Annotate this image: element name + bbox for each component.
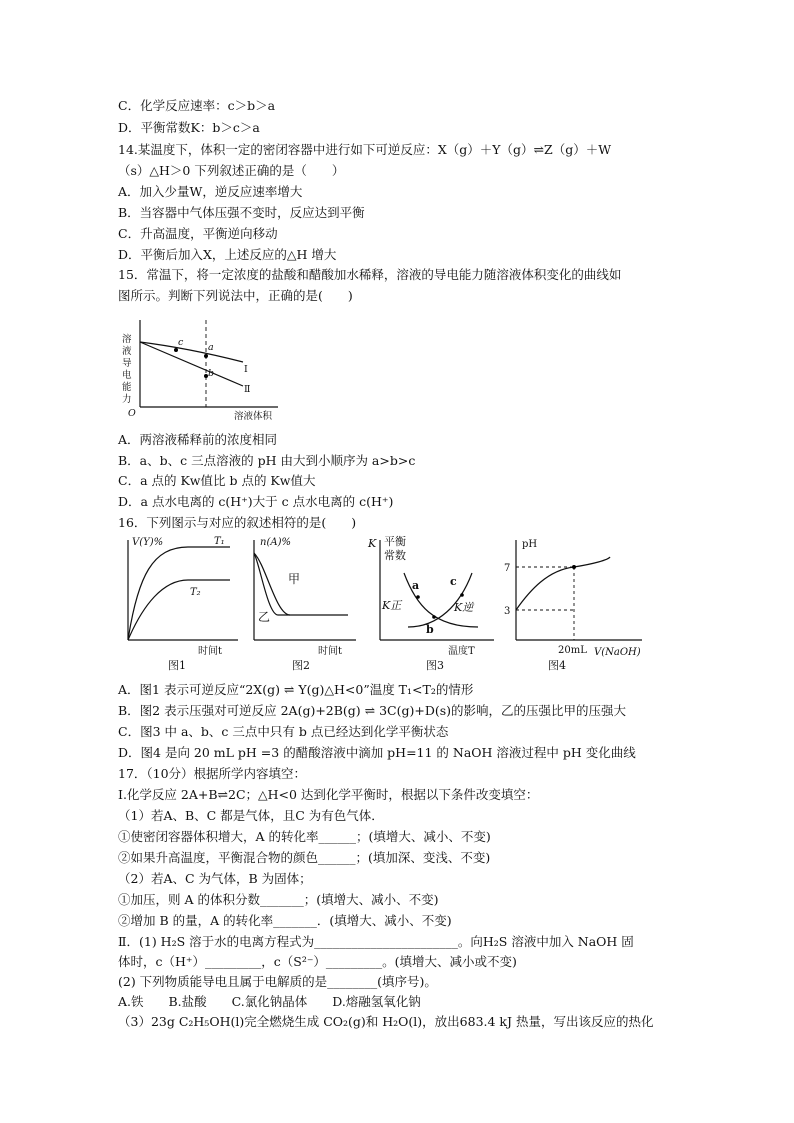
q15-point-b-label: b xyxy=(208,368,215,379)
g3-caption: 图3 xyxy=(426,659,444,672)
line-23: ①使密闭容器体积增大，A 的转化率______；(填增大、减小、不变) xyxy=(118,829,491,844)
line-21: Ⅰ.化学反应 2A+B⇌2C；△H<0 达到化学平衡时，根据以下条件改变填空： xyxy=(118,787,539,802)
line-30: (2) 下列物质能导电且属于电解质的是________(填序号)。 xyxy=(118,974,437,989)
line-7: C．升高温度，平衡逆向移动 xyxy=(118,226,278,241)
g3-xlabel: 温度T xyxy=(448,646,475,657)
g1-ylabel: V(Y)% xyxy=(132,537,164,548)
line-12: B．a、b、c 三点溶液的 pH 由大到小顺序为 a>b>c xyxy=(118,453,416,468)
line-3: 14.某温度下，体积一定的密闭容器中进行如下可逆反应：X（g）＋Y（g）⇌Z（g）＋W xyxy=(118,142,612,157)
g2-yi-label: 乙 xyxy=(258,610,271,624)
line-32: （3）23g C₂H₅OH(l)完全燃烧生成 CO₂(g)和 H₂O(l)，放出683.4 kJ 热量，写出该反应的热化 xyxy=(118,1014,654,1029)
g3-a-label: a xyxy=(412,579,420,592)
g4-equivalence-point xyxy=(572,565,576,569)
g4-y3-label: 3 xyxy=(504,606,511,617)
g2-caption: 图2 xyxy=(292,659,310,672)
line-20: 17．（10分）根据所学内容填空： xyxy=(118,766,307,781)
line-22: （1）若A、B、C 都是气体，且C 为有色气体． xyxy=(118,808,384,823)
q15-curve-1-label: Ⅰ xyxy=(244,364,248,375)
g2-jia-label: 甲 xyxy=(288,572,301,586)
figure-q16-graph-3 xyxy=(368,535,498,675)
g4-caption: 图4 xyxy=(548,659,566,672)
g3-c-label: c xyxy=(450,575,457,588)
line-9: 15．常温下，将一定浓度的盐酸和醋酸加水稀释，溶液的导电能力随溶液体积变化的曲线如 xyxy=(118,267,622,282)
line-5: A．加入少量W，逆反应速率增大 xyxy=(118,184,303,199)
line-27: ②增加 B 的量，A 的转化率_______．(填增大、减小、不变) xyxy=(118,913,452,928)
line-29: 体时，c（H⁺）_________，c（S²⁻）_________。(填增大、减小或不变) xyxy=(118,954,517,969)
g3-kn-label: K逆 xyxy=(454,601,474,614)
line-2: D．平衡常数K：b＞c＞a xyxy=(118,120,260,135)
q15-ylabel-5: 能 xyxy=(122,382,132,393)
line-17: B．图2 表示压强对可逆反应 2A(g)+2B(g) ⇌ 3C(g)+D(s)的影响，乙的压强比甲的压强大 xyxy=(118,703,627,718)
figure-q16-graph-1 xyxy=(118,535,243,675)
line-8: D．平衡后加入X，上述反应的△H 增大 xyxy=(118,247,337,262)
q15-point-c xyxy=(174,348,178,352)
g4-xtick-label: 20mL xyxy=(558,645,587,656)
line-18: C．图3 中 a、b、c 三点中只有 b 点已经达到化学平衡状态 xyxy=(118,724,449,739)
g3-kz-label: K正 xyxy=(382,599,402,612)
g3-b-label: b xyxy=(426,623,434,636)
line-19: D．图4 是向 20 mL pH =3 的醋酸溶液中滴加 pH=11 的 NaOH 溶液过程中 pH 变化曲线 xyxy=(118,745,636,760)
q15-origin: O xyxy=(128,408,136,419)
g2-xlabel: 时间t xyxy=(318,646,343,657)
g1-t1-label: T₁ xyxy=(214,536,225,547)
line-24: ②如果升高温度，平衡混合物的颜色______；(填加深、变浅、不变) xyxy=(118,850,491,865)
line-1: C．化学反应速率：c＞b＞a xyxy=(118,98,276,113)
q15-ylabel-2: 液 xyxy=(122,346,132,357)
q15-curve-2-label: Ⅱ xyxy=(244,384,251,395)
line-16: A．图1 表示可逆反应“2X(g) ⇌ Y(g)△H<0”温度 T₁<T₂的情形 xyxy=(118,682,474,697)
g4-xlabel: V(NaOH) xyxy=(594,647,641,658)
q15-point-a xyxy=(204,354,208,358)
g4-ylabel: pH xyxy=(522,539,538,550)
g3-point-c xyxy=(460,593,464,597)
q15-point-c-label: c xyxy=(178,337,184,348)
q15-xlabel: 溶液体积 xyxy=(234,411,273,422)
line-13: C．a 点的 Kw值比 b 点的 Kw值大 xyxy=(118,473,316,488)
g3-point-a xyxy=(416,595,420,599)
q15-point-b xyxy=(204,374,208,378)
line-26: ①加压，则 A 的体积分数_______；(填增大、减小、不变) xyxy=(118,892,439,907)
line-11: A．两溶液稀释前的浓度相同 xyxy=(118,432,278,447)
g3-point-b xyxy=(432,615,436,619)
g1-caption: 图1 xyxy=(168,659,186,672)
g4-y7-label: 7 xyxy=(504,563,511,574)
figure-q16-graph-4 xyxy=(504,535,648,675)
q15-ylabel-3: 导 xyxy=(122,358,132,369)
q15-ylabel-1: 溶 xyxy=(122,334,132,345)
q15-ylabel-6: 力 xyxy=(122,394,132,405)
line-15: 16．下列图示与对应的叙述相符的是( ) xyxy=(118,515,357,530)
g3-ylabel-k: K xyxy=(368,537,377,550)
figure-q15-conductivity xyxy=(118,312,283,422)
q15-point-a-label: a xyxy=(208,342,214,353)
figure-q16-graph-2 xyxy=(248,535,360,675)
q15-ylabel-4: 电 xyxy=(122,370,132,381)
line-25: （2）若A、C 为气体，B 为固体； xyxy=(118,871,312,886)
line-28: Ⅱ．(1) H₂S 溶于水的电离方程式为_______________________。向H₂S 溶液中加入 NaOH 固 xyxy=(118,934,634,949)
line-6: B．当容器中气体压强不变时，反应达到平衡 xyxy=(118,205,365,220)
g2-ylabel: n(A)% xyxy=(260,537,291,548)
line-4: （s）△H＞0 下列叙述正确的是（ ） xyxy=(118,163,345,178)
line-31: A.铁 B.盐酸 C.氯化钠晶体 D.熔融氢氧化钠 xyxy=(118,994,421,1009)
g1-xlabel: 时间t xyxy=(198,646,223,657)
line-14: D．a 点水电离的 c(H⁺)大于 c 点水电离的 c(H⁺) xyxy=(118,494,394,509)
g3-ylabel-changshu: 常数 xyxy=(384,549,406,562)
g3-ylabel-pingheng: 平衡 xyxy=(384,535,406,548)
line-10: 图所示。判断下列说法中，正确的是( ) xyxy=(118,288,353,303)
g1-t2-label: T₂ xyxy=(190,587,201,598)
